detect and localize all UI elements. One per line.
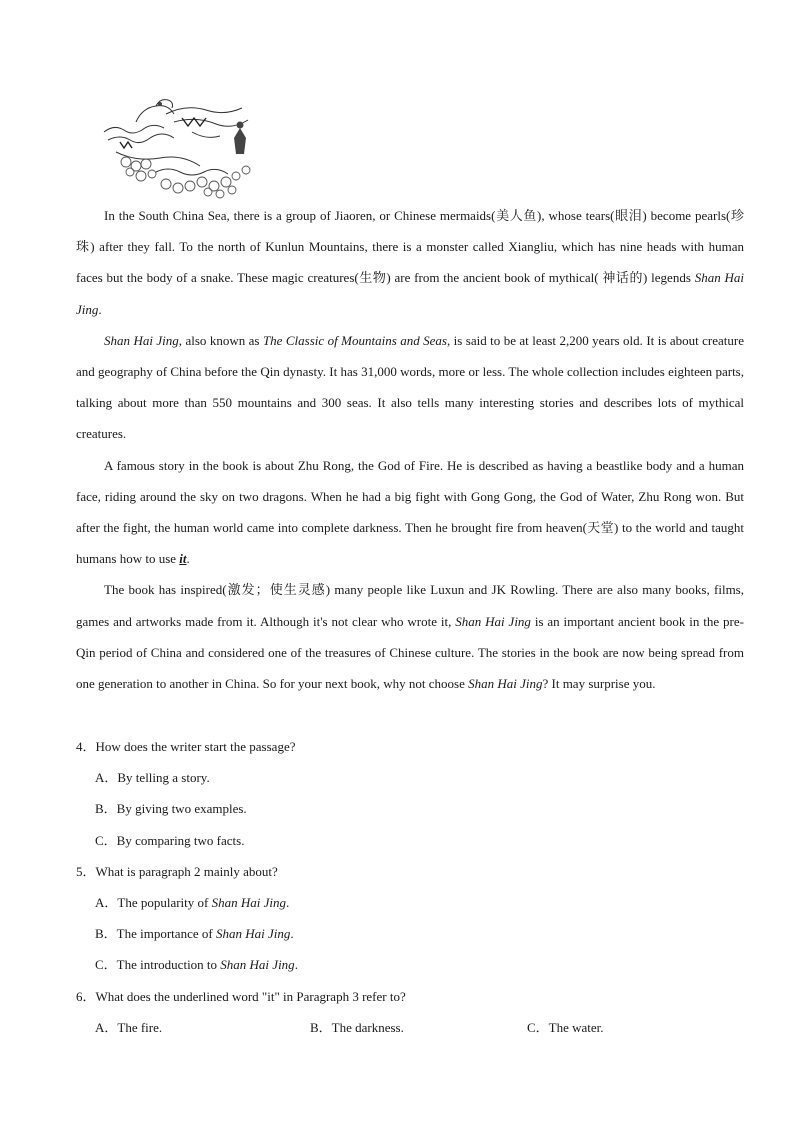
paragraph-4: The book has inspired(激发；使生灵感) many people like Luxun and JK Rowling. There are also many books, films, games and artworks made from it. Although it's not clear who wrote it, Shan Hai Jing is an important ancient book in the pre-Qin period of China and considered one of the treasures of Chinese culture. The stories in the book are now being spread from one generation to another in China. So for your next book, why not choose Shan Hai Jing? It may surprise you. bbox=[76, 582, 744, 692]
questions-section bbox=[76, 731, 744, 1043]
italic-title: Shan Hai Jing bbox=[455, 613, 531, 629]
paragraph-1: In the South China Sea, there is a group of Jiaoren, or Chinese mermaids(美人鱼), whose tears(眼泪) become pearls(珍珠) after they fall. To the north of Kunlun Mountains, there is a monster called Xiangliu, which has nine heads with human faces but the body of a snake. These magic creatures(生物) are from the ancient book of mythical( 神话的) legends Shan Hai Jing. bbox=[76, 208, 744, 317]
dragon-illustration bbox=[96, 92, 260, 200]
italic-title: Shan Hai Jing bbox=[104, 332, 179, 348]
italic-title: Shan Hai Jing bbox=[468, 676, 543, 692]
question-4-option-a: A．By telling a story. bbox=[95, 770, 210, 786]
question-5-option-c: C．The introduction to Shan Hai Jing. bbox=[95, 957, 298, 973]
question-6-option-c: C．The water. bbox=[527, 1019, 604, 1035]
question-4-stem: 4．How does the writer start the passage? bbox=[76, 739, 296, 754]
question-4-option-b: B．By giving two examples. bbox=[95, 801, 247, 817]
question-6-options bbox=[76, 1012, 744, 1043]
paragraph-2: Shan Hai Jing, also known as The Classic of Mountains and Seas, is said to be at least 2,200 years old. It is about creature and geography of China before the Qin dynasty. It has 31,000 words, more or less. The whole collection includes eighteen parts, talking about more than 550 mountains and 300 seas. It also tells many interesting stories and describes lots of mythical creatures. bbox=[76, 332, 744, 442]
underlined-word: it bbox=[179, 551, 187, 567]
reading-passage bbox=[76, 200, 744, 699]
question-5-option-b: B．The importance of Shan Hai Jing. bbox=[95, 926, 294, 942]
question-6-option-a: A．The fire. bbox=[95, 1019, 163, 1035]
paragraph-3: A famous story in the book is about Zhu Rong, the God of Fire. He is described as having a beastlike body and a human face, riding around the sky on two dragons. When he had a big fight with Gong Gong, the God of Water, Zhu Rong won. But after the fight, the human world came into complete darkness. Then he brought fire from heaven(天堂) to the world and taught humans how to use it. bbox=[76, 457, 744, 567]
italic-title: Shan Hai Jing bbox=[76, 270, 744, 317]
italic-title: Shan Hai Jing bbox=[211, 895, 287, 911]
question-5-option-a: A．The popularity of Shan Hai Jing. bbox=[95, 895, 290, 911]
question-6-stem: 6．What does the underlined word "it" in Paragraph 3 refer to? bbox=[76, 988, 406, 1004]
italic-title: The Classic of Mountains and Seas bbox=[262, 332, 447, 348]
italic-title: Shan Hai Jing bbox=[215, 926, 291, 942]
question-5-stem: 5．What is paragraph 2 mainly about? bbox=[76, 863, 278, 879]
italic-title: Shan Hai Jing bbox=[220, 957, 295, 973]
question-4-option-c: C．By comparing two facts. bbox=[95, 832, 245, 848]
question-6-option-b: B．The darkness. bbox=[310, 1019, 404, 1035]
